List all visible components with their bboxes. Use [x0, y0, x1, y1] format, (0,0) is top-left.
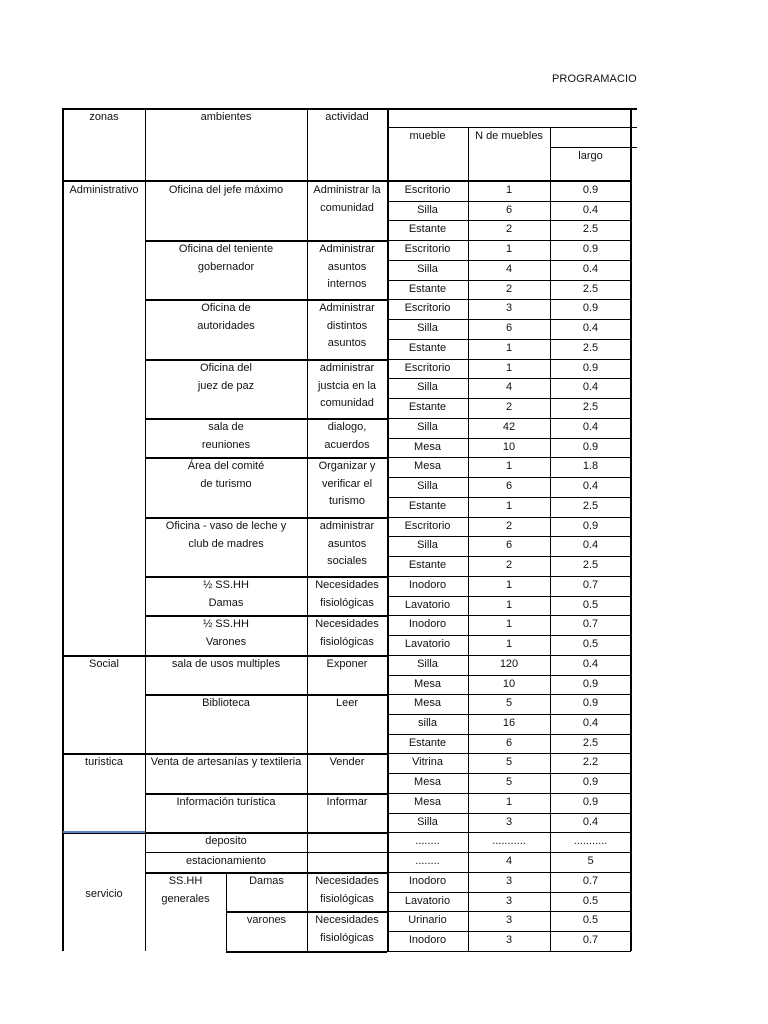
actividad-cell: administrar [319, 520, 375, 532]
n-muebles-cell: 3 [505, 302, 513, 314]
n-muebles-cell: 2 [505, 520, 513, 532]
ambiente-cell: Oficina del teniente [178, 243, 274, 255]
ambiente-cell: Damas [208, 596, 244, 609]
n-muebles-cell: 120 [499, 658, 519, 670]
header-zonas: zonas [89, 111, 119, 123]
n-muebles-cell: 1 [505, 184, 513, 196]
actividad-cell: comunidad [320, 201, 374, 214]
largo-cell: 0.7 [582, 934, 599, 946]
n-muebles-cell: ........... [492, 835, 526, 847]
mueble-cell: Lavatorio [404, 638, 451, 650]
mueble-cell: Silla [417, 421, 438, 433]
n-muebles-cell: 5 [505, 756, 513, 768]
largo-cell: 0.4 [582, 539, 599, 551]
actividad-cell: sociales [327, 555, 367, 567]
ambiente-cell: Oficina de [201, 302, 251, 314]
mueble-cell: Estante [408, 283, 447, 295]
actividad-cell: asuntos [327, 537, 367, 550]
n-muebles-cell: 4 [505, 855, 513, 867]
n-muebles-cell: 3 [505, 895, 513, 907]
n-muebles-cell: 1 [505, 579, 513, 591]
mueble-cell: silla [418, 717, 437, 729]
largo-cell: 0.9 [582, 697, 599, 709]
actividad-cell: fisiológicas [320, 596, 374, 609]
ambiente-cell: Varones [205, 635, 247, 648]
ambiente-cell: ½ SS.HH [203, 579, 249, 591]
n-muebles-cell: 3 [505, 914, 513, 926]
n-muebles-cell: 1 [505, 362, 513, 374]
largo-cell: 2.5 [582, 342, 599, 354]
n-muebles-cell: 2 [505, 283, 513, 295]
ambiente-sshh-generales: SS.HH [168, 875, 203, 887]
ambiente-cell: Oficina del jefe máximo [168, 184, 284, 196]
n-muebles-cell: 4 [505, 263, 513, 275]
actividad-cell: Administrar [319, 243, 375, 255]
n-muebles-cell: 6 [505, 737, 513, 749]
n-muebles-cell: 2 [505, 559, 513, 571]
n-muebles-cell: 1 [505, 599, 513, 611]
largo-cell: 0.9 [582, 441, 599, 453]
largo-cell: 0.7 [582, 618, 599, 630]
header-actividad: actividad [325, 111, 369, 123]
largo-cell: 0.4 [582, 322, 599, 334]
mueble-cell: Mesa [414, 697, 441, 709]
zone-3: servicio [85, 888, 123, 900]
header-mueble: mueble [409, 130, 446, 142]
largo-cell: 2.5 [582, 401, 599, 413]
mueble-cell: Silla [417, 322, 438, 334]
ambiente-cell: Oficina del [200, 362, 252, 374]
mueble-cell: Escritorio [404, 302, 451, 314]
mueble-cell: ........ [415, 855, 440, 867]
mueble-cell: Escritorio [404, 184, 451, 196]
n-muebles-cell: 1 [505, 460, 513, 472]
actividad-cell: Necesidades [315, 914, 379, 926]
n-muebles-cell: 5 [505, 697, 513, 709]
largo-cell: 0.9 [582, 362, 599, 374]
n-muebles-cell: 10 [502, 678, 516, 690]
mueble-cell: Estante [408, 500, 447, 512]
largo-cell: 0.4 [582, 480, 599, 492]
mueble-cell: Silla [417, 658, 438, 670]
n-muebles-cell: 1 [505, 618, 513, 630]
mueble-cell: Silla [417, 816, 438, 828]
mueble-cell: Estante [408, 401, 447, 413]
mueble-cell: Urinario [408, 914, 447, 926]
largo-cell: 0.7 [582, 579, 599, 591]
actividad-cell: administrar [319, 362, 375, 374]
largo-cell: 5 [587, 855, 594, 867]
n-muebles-cell: 10 [502, 441, 516, 453]
mueble-cell: Estante [408, 559, 447, 571]
ambiente-border [145, 852, 387, 853]
largo-cell: 0.5 [582, 914, 599, 926]
actividad-cell: fisiológicas [320, 892, 374, 905]
n-muebles-cell: 1 [505, 796, 513, 808]
ambiente-cell: reuniones [201, 438, 251, 451]
mueble-cell: Estante [408, 737, 447, 749]
n-muebles-cell: 6 [505, 539, 513, 551]
n-muebles-cell: 3 [505, 934, 513, 946]
largo-cell: 0.4 [582, 717, 599, 729]
ambiente-cell: club de madres [188, 537, 264, 550]
mueble-cell: Estante [408, 342, 447, 354]
actividad-cell: distintos [326, 319, 368, 332]
n-muebles-cell: 16 [502, 717, 516, 729]
n-muebles-cell: 4 [505, 381, 513, 393]
largo-cell: 0.9 [582, 184, 599, 196]
actividad-cell: Leer [335, 697, 359, 709]
ambiente-cell: sala de usos multiples [171, 658, 281, 670]
largo-cell: 2.5 [582, 737, 599, 749]
actividad-cell: fisiológicas [320, 931, 374, 944]
page-title: PROGRAMACIO [552, 73, 637, 85]
ambiente-cell: estacionamiento [185, 855, 267, 867]
n-muebles-cell: 1 [505, 243, 513, 255]
largo-cell: 0.5 [582, 638, 599, 650]
n-muebles-cell: 6 [505, 204, 513, 216]
n-muebles-cell: 6 [505, 322, 513, 334]
largo-cell: 0.4 [582, 381, 599, 393]
zone-divider-accent [63, 831, 145, 833]
mueble-cell: Lavatorio [404, 599, 451, 611]
col-border-left [62, 108, 64, 951]
zone-1: Social [89, 658, 119, 670]
ambiente-cell: sala de [208, 421, 244, 433]
ambiente-cell: deposito [205, 835, 247, 847]
n-muebles-cell: 2 [505, 223, 513, 235]
largo-cell: 0.9 [582, 796, 599, 808]
mueble-cell: Silla [417, 381, 438, 393]
mueble-cell: Silla [417, 539, 438, 551]
n-muebles-cell: 42 [502, 421, 516, 433]
actividad-cell: Informar [326, 796, 368, 808]
actividad-cell: asuntos [327, 337, 367, 349]
actividad-cell: asuntos [327, 260, 367, 273]
mueble-cell: Inodoro [408, 875, 447, 887]
actividad-cell: dialogo, [327, 421, 367, 433]
ambiente-cell: Oficina - vaso de leche y [165, 520, 287, 532]
mueble-cell: Inodoro [408, 618, 447, 630]
largo-cell: 0.4 [582, 421, 599, 433]
actividad-cell: internos [327, 278, 367, 290]
largo-cell: 2.2 [582, 756, 599, 768]
largo-cell: ........... [573, 835, 608, 847]
zone-2: turistica [85, 756, 123, 768]
largo-cell: 0.9 [582, 520, 599, 532]
mueble-cell: Inodoro [408, 934, 447, 946]
actividad-cell: Vender [329, 756, 365, 768]
largo-cell: 0.5 [582, 599, 599, 611]
actividad-cell: Organizar y [318, 460, 376, 472]
actividad-cell: justcia en la [317, 379, 377, 392]
largo-cell: 0.9 [582, 243, 599, 255]
actividad-cell: Administrar la [313, 184, 381, 196]
mueble-cell: Escritorio [404, 243, 451, 255]
mueble-cell: Escritorio [404, 362, 451, 374]
actividad-cell: verificar el [321, 477, 373, 490]
n-muebles-cell: 5 [505, 776, 513, 788]
largo-cell: 0.9 [582, 678, 599, 690]
header-n-muebles: N de muebles [475, 130, 543, 142]
header-largo: largo [578, 150, 603, 162]
mueble-cell: ........ [415, 835, 440, 847]
mueble-cell: Mesa [414, 776, 441, 788]
mueble-cell: Silla [417, 204, 438, 216]
ambiente-sshh-sub: Damas [249, 875, 284, 887]
largo-cell: 0.9 [582, 302, 599, 314]
ambiente-cell: Información turística [176, 796, 276, 808]
row-border [387, 951, 631, 952]
ambiente-cell: juez de paz [197, 379, 255, 392]
n-muebles-cell: 6 [505, 480, 513, 492]
largo-cell: 0.4 [582, 816, 599, 828]
largo-cell: 0.5 [582, 895, 599, 907]
actividad-cell: Administrar [319, 302, 375, 314]
ambiente-cell: gobernador [197, 260, 255, 273]
ambiente-sshh-sub: varones [246, 914, 287, 926]
largo-cell: 0.4 [582, 658, 599, 670]
mueble-cell: Inodoro [408, 579, 447, 591]
largo-cell: 1.8 [582, 460, 599, 472]
largo-cell: 0.7 [582, 875, 599, 887]
actividad-cell: Necesidades [315, 579, 379, 591]
ambiente-border [226, 951, 387, 953]
actividad-cell: acuerdos [324, 438, 370, 451]
largo-cell: 2.5 [582, 500, 599, 512]
actividad-cell: comunidad [320, 397, 374, 409]
ambiente-cell: Biblioteca [202, 697, 250, 709]
actividad-cell: fisiológicas [320, 635, 374, 648]
actividad-cell: Necesidades [315, 875, 379, 887]
mueble-cell: Mesa [414, 460, 441, 472]
mueble-cell: Estante [408, 223, 447, 235]
mueble-cell: Mesa [414, 678, 441, 690]
zone-0: Administrativo [69, 184, 139, 196]
largo-cell: 0.4 [582, 263, 599, 275]
largo-cell: 0.4 [582, 204, 599, 216]
n-muebles-cell: 2 [505, 401, 513, 413]
header-ambientes: ambientes [200, 111, 252, 123]
n-muebles-cell: 3 [505, 816, 513, 828]
ambiente-cell: ½ SS.HH [203, 618, 249, 630]
mueble-cell: Escritorio [404, 520, 451, 532]
n-muebles-cell: 1 [505, 342, 513, 354]
ambiente-sshh-generales: generales [161, 892, 210, 905]
mueble-cell: Lavatorio [404, 895, 451, 907]
mueble-cell: Silla [417, 263, 438, 275]
mueble-cell: Mesa [414, 796, 441, 808]
mueble-cell: Mesa [414, 441, 441, 453]
n-muebles-cell: 1 [505, 500, 513, 512]
n-muebles-cell: 1 [505, 638, 513, 650]
ambiente-cell: Venta de artesanías y textileria [150, 756, 302, 768]
ambiente-cell: autoridades [197, 319, 255, 332]
ambiente-cell: Área del comité [187, 460, 265, 472]
n-muebles-cell: 3 [505, 875, 513, 887]
actividad-cell: Exponer [326, 658, 368, 670]
largo-cell: 2.5 [582, 559, 599, 571]
mueble-cell: Silla [417, 480, 438, 492]
ambiente-cell: de turismo [200, 477, 252, 490]
mueble-cell: Vitrina [412, 756, 443, 768]
largo-cell: 0.9 [582, 776, 599, 788]
actividad-cell: Necesidades [315, 618, 379, 630]
largo-cell: 2.5 [582, 223, 599, 235]
largo-cell: 2.5 [582, 283, 599, 295]
actividad-cell: turismo [328, 495, 366, 507]
